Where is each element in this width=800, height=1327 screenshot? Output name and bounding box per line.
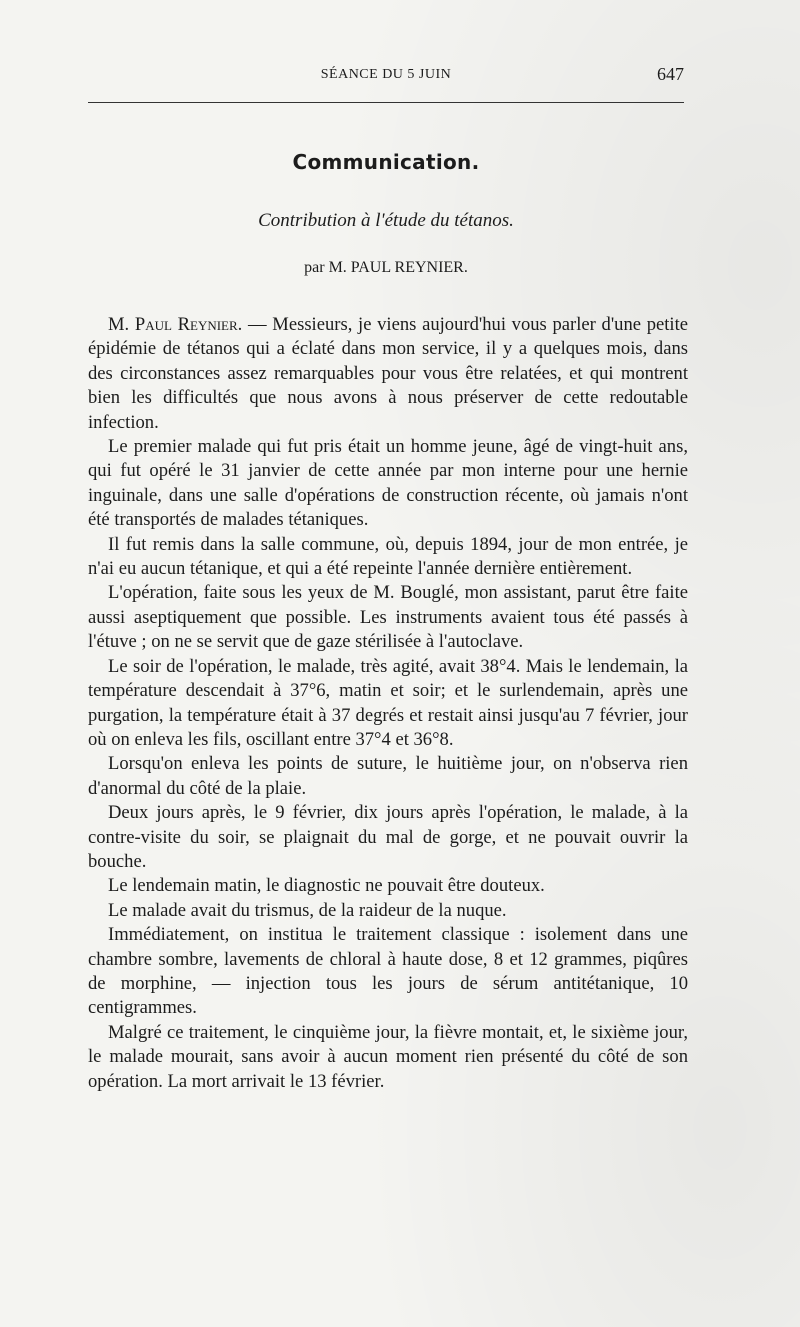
page-number: 647	[657, 64, 684, 84]
paragraph-7: Deux jours après, le 9 février, dix jours après l'opération, le malade, à la contre-visite du soir, se plaignait du mal de gorge, et ne pouvait ouvrir la bouche.	[88, 802, 688, 872]
paragraph-1	[88, 313, 688, 435]
section-heading: Communication.	[292, 150, 480, 174]
paragraph-8: Le lendemain matin, le diagnostic ne pouvait être douteux.	[108, 875, 545, 897]
article-body	[88, 313, 688, 1094]
header-rule	[88, 102, 684, 103]
article-title: Contribution à l'étude du tétanos.	[258, 210, 514, 231]
paragraph-5: Le soir de l'opération, le malade, très agité, avait 38°4. Mais le lendemain, la température descendait à 37°6, matin et soir; et le surlendemain, après une purgation, la température était à 37 degrés et restait ainsi jusqu'au 7 février, jour où on enleva les fils, oscillant entre 37°4 et 36°8.	[88, 655, 688, 750]
paragraph-2: Le premier malade qui fut pris était un homme jeune, âgé de vingt-huit ans, qui fut opéré le 31 janvier de cette année par mon interne pour une hernie inguinale, dans une salle d'opérations de construction récente, où jamais n'ont été transportés de malades tétaniques.	[88, 436, 688, 531]
running-header	[88, 64, 684, 86]
paragraph-10: Immédiatement, on institua le traitement classique : isolement dans une chambre sombre, lavements de chloral à haute dose, 8 et 12 grammes, piqûres de morphine, — injection tous les jours de sérum antitétanique, 10 centigrammes.	[88, 924, 688, 1019]
paragraph-3: Il fut remis dans la salle commune, où, depuis 1894, jour de mon entrée, je n'ai eu aucun tétanique, et qui a été repeinte l'année dernière entièrement.	[88, 533, 688, 580]
speaker-name: M. Paul Reynier.	[108, 314, 243, 335]
article-byline: par M. PAUL REYNIER.	[304, 259, 468, 276]
paragraph-9: Le malade avait du trismus, de la raideur de la nuque.	[108, 899, 507, 921]
paragraph-1-text: — Messieurs, je viens aujourd'hui vous parler d'une petite épidémie de tétanos qui a éclaté dans mon service, il y a quelques mois, dans des circonstances assez remarquables pour vous être relatées, et qui montrent bien les difficultés que nous avons à nous préserver de cette redoutable infection.	[88, 314, 688, 433]
paragraph-4: L'opération, faite sous les yeux de M. Bouglé, mon assistant, parut être faite aussi aseptiquement que possible. Les instruments avaient tous été passés à l'étuve ; on ne se servit que de gaze stérilisée à l'autoclave.	[88, 582, 688, 653]
paragraph-11: Malgré ce traitement, le cinquième jour, la fièvre montait, et, le sixième jour, le malade mourait, sans avoir à aucun moment rien présenté du côté de son opération. La mort arrivait le 13 février.	[88, 1021, 688, 1092]
paragraph-6: Lorsqu'on enleva les points de suture, le huitième jour, on n'observa rien d'anormal du côté de la plaie.	[88, 753, 688, 799]
running-title: SÉANCE DU 5 JUIN	[320, 67, 452, 82]
